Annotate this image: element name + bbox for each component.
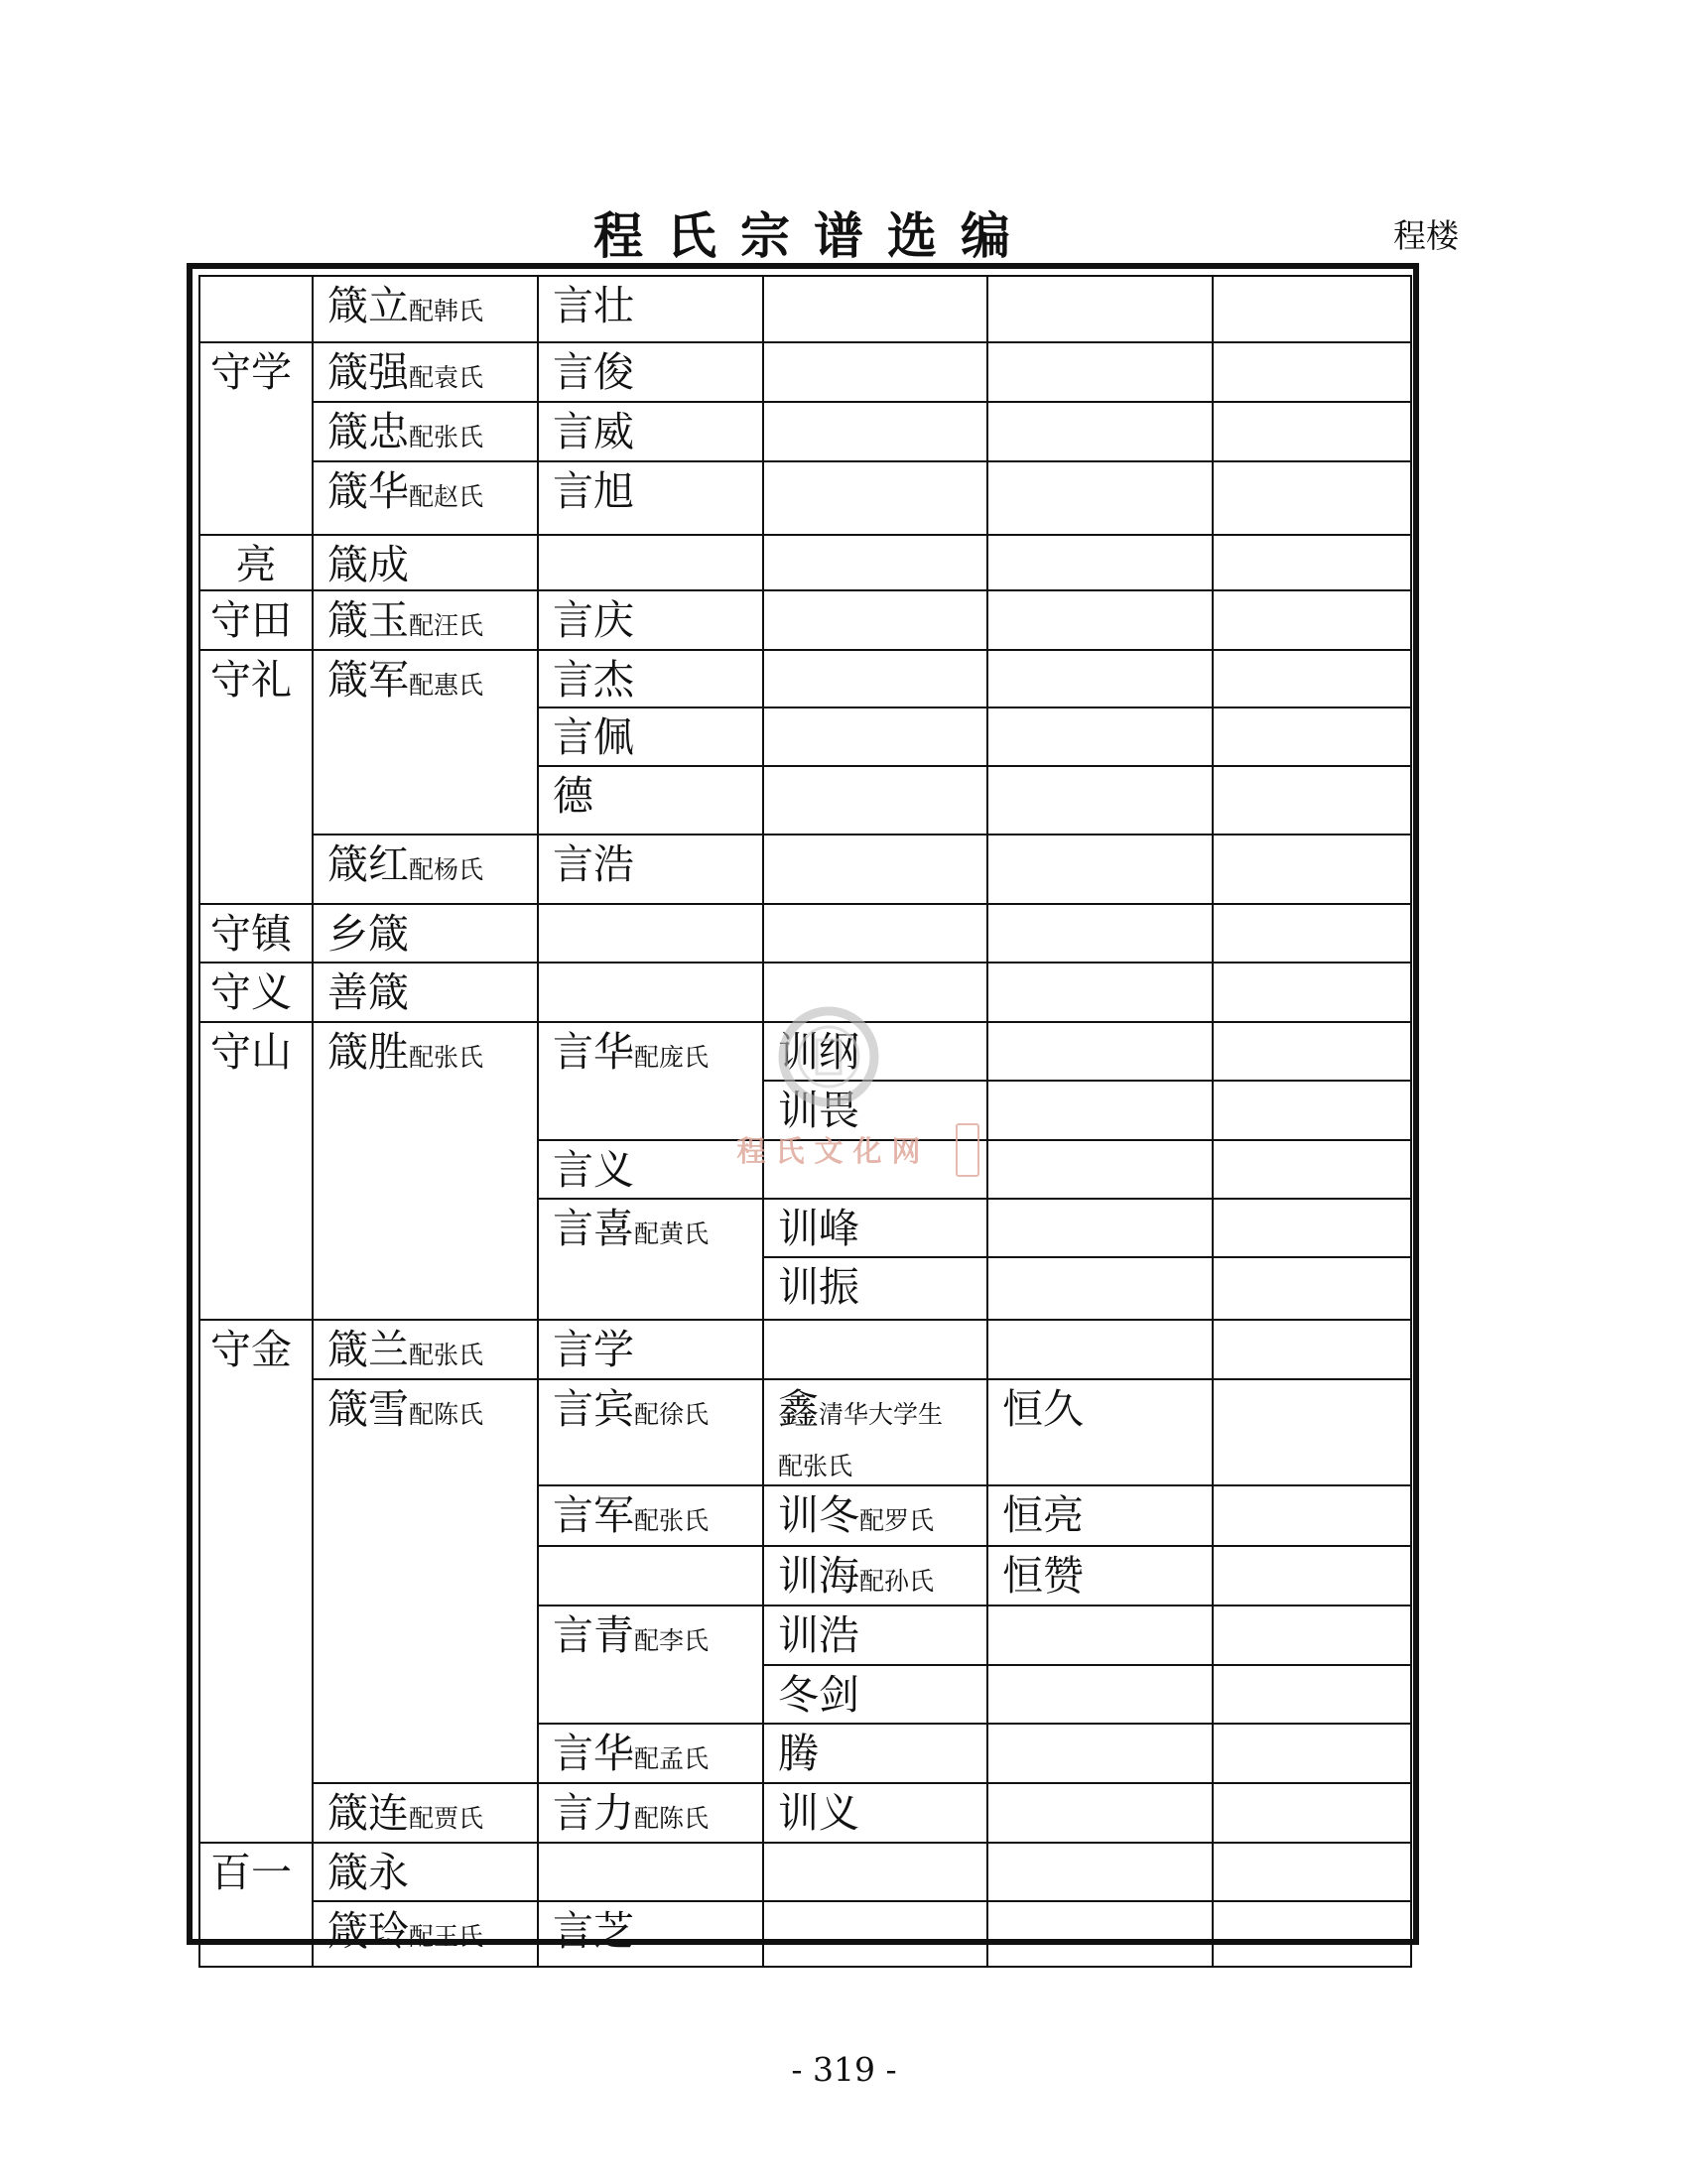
person-name: 箴兰 bbox=[327, 1326, 409, 1373]
person-name: 言宾 bbox=[553, 1385, 634, 1433]
person-name: 腾 bbox=[778, 1730, 819, 1777]
gen5-cell bbox=[987, 1724, 1213, 1783]
gen4-cell bbox=[763, 1320, 987, 1379]
spouse-note: 配张氏 bbox=[778, 1452, 853, 1480]
gen3-cell bbox=[538, 1485, 763, 1546]
gen2-cell bbox=[313, 650, 538, 835]
gen6-cell bbox=[1213, 342, 1411, 402]
gen3-cell bbox=[538, 963, 763, 1022]
person-name: 箴强 bbox=[327, 348, 409, 396]
gen4-cell bbox=[763, 1901, 987, 1967]
person-name: 冬剑 bbox=[778, 1671, 859, 1719]
person-name: 百一 bbox=[210, 1849, 292, 1896]
gen6-cell bbox=[1213, 1724, 1411, 1783]
spouse-note: 配徐氏 bbox=[634, 1400, 710, 1429]
person-name: 言芝 bbox=[553, 1907, 634, 1955]
spouse-note: 配李氏 bbox=[634, 1626, 710, 1655]
gen5-cell bbox=[987, 1783, 1213, 1843]
person-name: 恒亮 bbox=[1002, 1491, 1084, 1539]
gen5-cell bbox=[987, 1022, 1213, 1081]
gen4-cell bbox=[763, 904, 987, 963]
gen4-cell bbox=[763, 1843, 987, 1901]
person-name: 箴玉 bbox=[327, 596, 409, 644]
person-name: 言庆 bbox=[553, 596, 634, 644]
gen3-cell bbox=[538, 1724, 763, 1783]
gen5-cell bbox=[987, 1485, 1213, 1546]
person-name: 亮 bbox=[235, 541, 277, 588]
gen6-cell bbox=[1213, 1379, 1411, 1485]
gen5-cell bbox=[987, 707, 1213, 766]
person-name: 言力 bbox=[553, 1789, 634, 1837]
gen3-cell bbox=[538, 707, 763, 766]
gen2-cell bbox=[313, 1843, 538, 1901]
person-name: 言杰 bbox=[553, 656, 634, 704]
gen6-cell bbox=[1213, 1022, 1411, 1081]
gen3-cell bbox=[538, 535, 763, 590]
gen5-cell bbox=[987, 650, 1213, 707]
gen2-cell bbox=[313, 1783, 538, 1843]
gen3-cell bbox=[538, 650, 763, 707]
locale-label: 程楼 bbox=[1393, 216, 1459, 255]
gen4-cell bbox=[763, 1022, 987, 1081]
spouse-note: 配罗氏 bbox=[859, 1506, 935, 1535]
gen3-cell bbox=[538, 590, 763, 650]
gen5-cell bbox=[987, 1199, 1213, 1257]
gen3-cell bbox=[538, 402, 763, 461]
person-name: 箴军 bbox=[327, 656, 409, 704]
person-name: 守礼 bbox=[210, 656, 292, 704]
gen5-cell bbox=[987, 461, 1213, 535]
gen5-cell bbox=[987, 535, 1213, 590]
spouse-note: 配汪氏 bbox=[409, 611, 484, 640]
gen3-cell bbox=[538, 276, 763, 342]
gen2-cell bbox=[313, 963, 538, 1022]
gen1-cell bbox=[199, 276, 313, 342]
person-name: 训冬 bbox=[778, 1491, 859, 1539]
person-name: 训海 bbox=[778, 1552, 859, 1600]
gen6-cell bbox=[1213, 1783, 1411, 1843]
gen1-cell bbox=[199, 904, 313, 963]
gen3-cell bbox=[538, 1843, 763, 1901]
gen4-cell bbox=[763, 835, 987, 904]
person-name: 乡箴 bbox=[327, 910, 409, 958]
spouse-note: 配贾氏 bbox=[409, 1804, 484, 1833]
person-name: 守金 bbox=[210, 1326, 292, 1373]
gen2-cell bbox=[313, 1901, 538, 1967]
person-name: 言军 bbox=[553, 1491, 634, 1539]
person-name: 言喜 bbox=[553, 1205, 634, 1252]
gen2-cell bbox=[313, 590, 538, 650]
gen6-cell bbox=[1213, 461, 1411, 535]
gen1-cell bbox=[199, 590, 313, 650]
person-name: 恒赞 bbox=[1002, 1552, 1084, 1600]
gen4-cell bbox=[763, 1485, 987, 1546]
gen5-cell bbox=[987, 1257, 1213, 1320]
gen4-cell bbox=[763, 1606, 987, 1665]
gen1-cell bbox=[199, 342, 313, 535]
gen4-cell bbox=[763, 650, 987, 707]
spouse-note: 配孟氏 bbox=[634, 1744, 710, 1773]
person-name: 言俊 bbox=[553, 348, 634, 396]
gen5-cell bbox=[987, 1081, 1213, 1140]
gen6-cell bbox=[1213, 1546, 1411, 1606]
gen6-cell bbox=[1213, 707, 1411, 766]
person-name: 箴红 bbox=[327, 840, 409, 888]
gen4-cell bbox=[763, 1081, 987, 1140]
gen1-cell bbox=[199, 535, 313, 590]
gen5-cell bbox=[987, 835, 1213, 904]
gen3-cell bbox=[538, 1606, 763, 1724]
gen3-cell bbox=[538, 1901, 763, 1967]
gen3-cell bbox=[538, 1199, 763, 1320]
gen6-cell bbox=[1213, 650, 1411, 707]
gen4-cell bbox=[763, 1199, 987, 1257]
gen6-cell bbox=[1213, 1257, 1411, 1320]
person-name: 箴雪 bbox=[327, 1385, 409, 1433]
gen5-cell bbox=[987, 766, 1213, 835]
gen4-cell bbox=[763, 1546, 987, 1606]
person-name: 言旭 bbox=[553, 467, 634, 515]
spouse-note: 配张氏 bbox=[409, 1341, 484, 1369]
spouse-note: 配陈氏 bbox=[634, 1804, 710, 1833]
spouse-note: 配黄氏 bbox=[634, 1220, 710, 1248]
person-name: 箴立 bbox=[327, 282, 409, 329]
gen3-cell bbox=[538, 1140, 763, 1199]
page-title: 程氏宗谱选编 bbox=[593, 207, 1034, 265]
person-name: 恒久 bbox=[1002, 1385, 1084, 1433]
gen6-cell bbox=[1213, 1320, 1411, 1379]
gen4-cell bbox=[763, 1257, 987, 1320]
spouse-note: 配张氏 bbox=[409, 1043, 484, 1072]
gen5-cell bbox=[987, 1665, 1213, 1724]
person-name: 守义 bbox=[210, 968, 292, 1016]
gen4-cell bbox=[763, 1665, 987, 1724]
gen6-cell bbox=[1213, 535, 1411, 590]
person-name: 训峰 bbox=[778, 1205, 859, 1252]
gen6-cell bbox=[1213, 1901, 1411, 1967]
gen4-cell bbox=[763, 1724, 987, 1783]
spouse-note: 配陈氏 bbox=[409, 1400, 484, 1429]
gen3-cell bbox=[538, 835, 763, 904]
gen6-cell bbox=[1213, 1485, 1411, 1546]
gen1-cell bbox=[199, 650, 313, 904]
person-name: 守山 bbox=[210, 1028, 292, 1076]
person-name: 鑫 bbox=[778, 1385, 819, 1433]
gen6-cell bbox=[1213, 904, 1411, 963]
gen6-cell bbox=[1213, 1140, 1411, 1199]
person-name: 言浩 bbox=[553, 840, 634, 888]
person-name: 训义 bbox=[778, 1789, 859, 1837]
person-name: 训纲 bbox=[778, 1028, 859, 1076]
person-name: 训浩 bbox=[778, 1611, 859, 1659]
gen6-cell bbox=[1213, 1199, 1411, 1257]
gen6-cell bbox=[1213, 590, 1411, 650]
gen5-cell bbox=[987, 342, 1213, 402]
spouse-note: 配惠氏 bbox=[409, 671, 484, 700]
person-name: 训振 bbox=[778, 1263, 859, 1311]
gen5-cell bbox=[987, 1379, 1213, 1485]
gen4-cell bbox=[763, 461, 987, 535]
gen5-cell bbox=[987, 904, 1213, 963]
gen4-cell bbox=[763, 276, 987, 342]
person-name: 箴华 bbox=[327, 467, 409, 515]
person-name: 守镇 bbox=[210, 910, 292, 958]
spouse-note: 配孙氏 bbox=[859, 1567, 935, 1596]
gen2-cell bbox=[313, 402, 538, 461]
gen6-cell bbox=[1213, 1843, 1411, 1901]
gen5-cell bbox=[987, 276, 1213, 342]
gen3-cell bbox=[538, 461, 763, 535]
gen2-cell bbox=[313, 1379, 538, 1783]
person-name: 箴玲 bbox=[327, 1907, 409, 1955]
gen3-cell bbox=[538, 1320, 763, 1379]
spouse-note: 配张氏 bbox=[409, 423, 484, 451]
gen6-cell bbox=[1213, 1606, 1411, 1665]
gen4-cell bbox=[763, 1379, 987, 1485]
gen5-cell bbox=[987, 1843, 1213, 1901]
person-name: 箴永 bbox=[327, 1849, 409, 1896]
spouse-note: 配韩氏 bbox=[409, 297, 484, 325]
person-name: 箴连 bbox=[327, 1789, 409, 1837]
person-name: 言壮 bbox=[553, 282, 634, 329]
gen1-cell bbox=[199, 963, 313, 1022]
gen6-cell bbox=[1213, 835, 1411, 904]
gen5-cell bbox=[987, 1606, 1213, 1665]
page-number: - 319 - bbox=[791, 2050, 897, 2089]
person-name: 善箴 bbox=[327, 968, 409, 1016]
gen2-cell bbox=[313, 461, 538, 535]
person-name: 守学 bbox=[210, 348, 292, 396]
gen2-cell bbox=[313, 535, 538, 590]
gen4-cell bbox=[763, 963, 987, 1022]
person-name: 言学 bbox=[553, 1326, 634, 1373]
gen1-cell bbox=[199, 1843, 313, 1967]
gen5-cell bbox=[987, 1901, 1213, 1967]
person-name: 箴成 bbox=[327, 541, 409, 588]
gen6-cell bbox=[1213, 766, 1411, 835]
gen3-cell bbox=[538, 342, 763, 402]
gen4-cell bbox=[763, 342, 987, 402]
gen2-cell bbox=[313, 276, 538, 342]
gen2-cell bbox=[313, 904, 538, 963]
gen6-cell bbox=[1213, 402, 1411, 461]
gen5-cell bbox=[987, 963, 1213, 1022]
gen3-cell bbox=[538, 1546, 763, 1606]
gen2-cell bbox=[313, 342, 538, 402]
gen4-cell bbox=[763, 402, 987, 461]
gen5-cell bbox=[987, 402, 1213, 461]
gen3-cell bbox=[538, 1379, 763, 1485]
gen4-cell bbox=[763, 590, 987, 650]
gen4-cell bbox=[763, 1783, 987, 1843]
gen4-cell bbox=[763, 766, 987, 835]
gen5-cell bbox=[987, 1140, 1213, 1199]
gen3-cell bbox=[538, 1783, 763, 1843]
gen3-cell bbox=[538, 904, 763, 963]
gen6-cell bbox=[1213, 276, 1411, 342]
gen5-cell bbox=[987, 590, 1213, 650]
spouse-note: 配庞氏 bbox=[634, 1043, 710, 1072]
person-name: 言威 bbox=[553, 408, 634, 455]
gen2-cell bbox=[313, 1022, 538, 1320]
gen2-cell bbox=[313, 835, 538, 904]
person-note: 清华大学生 bbox=[819, 1400, 944, 1429]
gen6-cell bbox=[1213, 1665, 1411, 1724]
spouse-note: 配张氏 bbox=[634, 1506, 710, 1535]
person-name: 守田 bbox=[210, 596, 292, 644]
spouse-note: 配赵氏 bbox=[409, 482, 484, 511]
genealogy-table bbox=[198, 275, 1412, 1968]
gen1-cell bbox=[199, 1022, 313, 1320]
person-name: 言华 bbox=[553, 1730, 634, 1777]
person-name: 箴胜 bbox=[327, 1028, 409, 1076]
gen1-cell bbox=[199, 1320, 313, 1843]
gen3-cell bbox=[538, 766, 763, 835]
spouse-note: 配袁氏 bbox=[409, 363, 484, 392]
person-name: 言义 bbox=[553, 1146, 634, 1194]
gen3-cell bbox=[538, 1022, 763, 1140]
gen4-cell bbox=[763, 1140, 987, 1199]
gen5-cell bbox=[987, 1320, 1213, 1379]
gen4-cell bbox=[763, 707, 987, 766]
person-name: 言佩 bbox=[553, 713, 634, 761]
spouse-note: 配王氏 bbox=[409, 1922, 484, 1951]
watermark-text: 程氏文化网 bbox=[736, 1134, 931, 1168]
gen2-cell bbox=[313, 1320, 538, 1379]
person-name: 言青 bbox=[553, 1611, 634, 1659]
person-name: 言华 bbox=[553, 1028, 634, 1076]
person-name: 箴忠 bbox=[327, 408, 409, 455]
gen5-cell bbox=[987, 1546, 1213, 1606]
person-name: 德 bbox=[553, 772, 593, 820]
gen6-cell bbox=[1213, 963, 1411, 1022]
gen6-cell bbox=[1213, 1081, 1411, 1140]
person-name: 训畏 bbox=[778, 1087, 859, 1134]
gen4-cell bbox=[763, 535, 987, 590]
spouse-note: 配杨氏 bbox=[409, 855, 484, 884]
